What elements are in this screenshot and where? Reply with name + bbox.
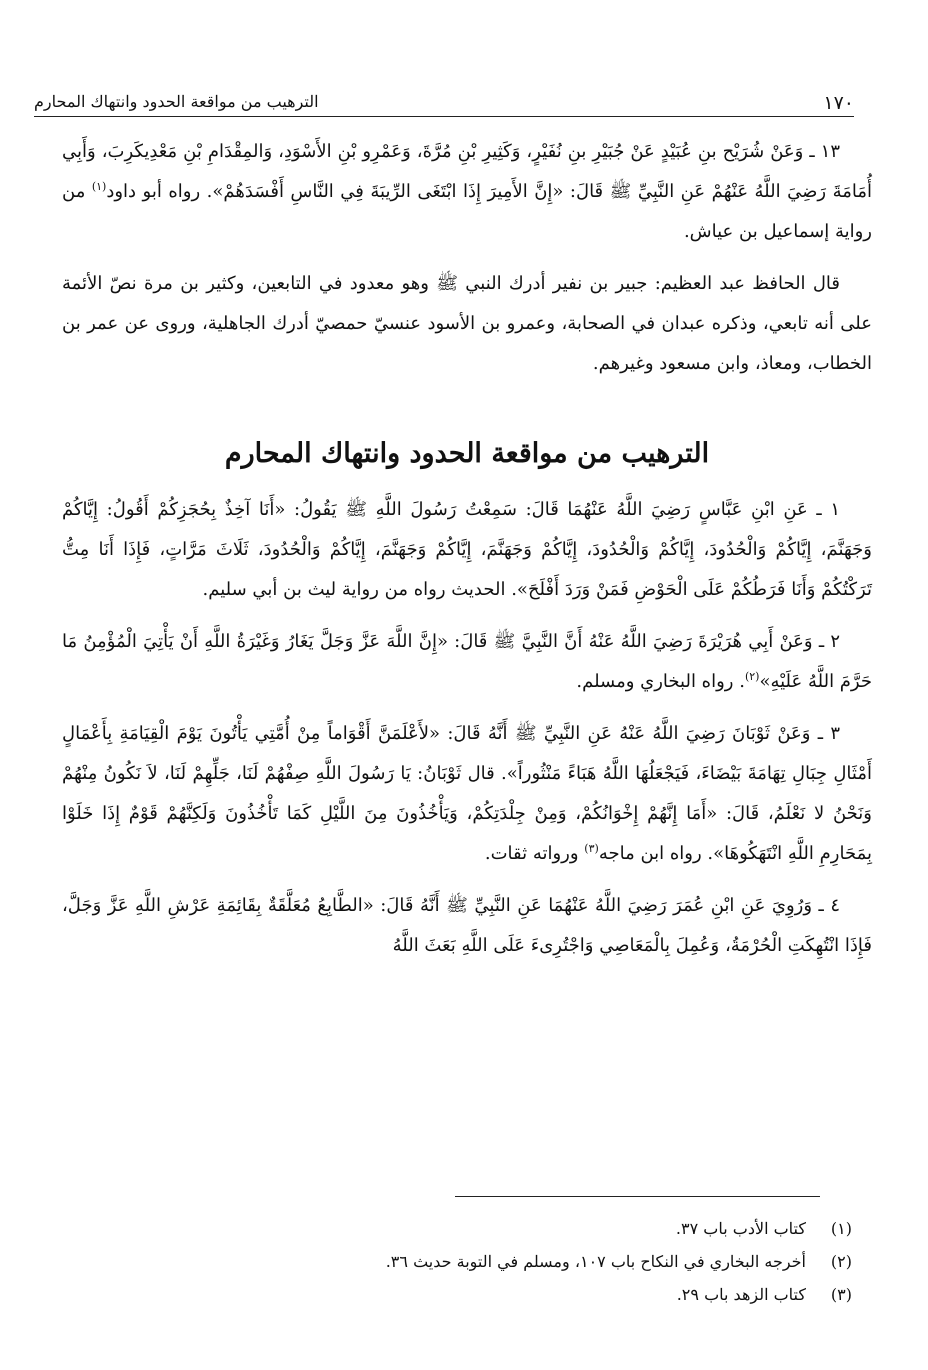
page-number: ١٧٠ [823,92,854,114]
footnote-mark: (١) [830,1219,852,1238]
hadith-1: ١ ـ عَنِ ابْنِ عَبَّاسٍ رَضِيَ اللَّهُ عَنْهُمَا قَالَ: سَمِعْتُ رَسُولَ اللَّهِ ﷺ يَقُولُ: «أَنَا آخِذٌ بِحُجَزِكُمْ أَقُولُ: إِيَّاكُمْ وَجَهَنَّمَ، إِيَّاكُمْ وَالْحُدُودَ، إِيَّاكُمْ وَالْحُدُودَ، إِيَّاكُمْ وَجَهَنَّمَ، إِيَّاكُمْ وَجَهَنَّمَ، إِيَّاكُمْ وَالْحُدُودَ، ثَلَاثَ مَرَّاتٍ، فَإِذَا أَنَا مِتُّ تَرَكْتُكُمْ وَأَنَا فَرَطُكُمْ عَلَى الْحَوْضِ فَمَنْ وَرَدَ أَفْلَحَ». الحديث رواه من رواية ليث بن أبي سليم. [62,499,872,600]
hadith-13 [62,132,872,252]
hadith-2-text: ٢ ـ وَعَنْ أَبِي هُرَيْرَةَ رَضِيَ اللَّهُ عَنْهُ أَنَّ النَّبِيَّ ﷺ قَالَ: «إِنَّ اللَّهَ عَزَّ وَجَلَّ يَغَارُ وَغَيْرَةُ اللَّهِ أَنْ يَأْتِيَ الْمُؤْمِنُ مَا حَرَّمَ اللَّهُ عَلَيْهِ» [62,631,872,692]
hadith-2-tail: . رواه البخاري ومسلم. [576,671,745,692]
footnote-ref-2: (٢) [744,670,760,683]
footnote-ref-3: (٣) [584,842,599,855]
hadith-4: ٤ ـ وَرُوِيَ عَنِ ابْنِ عُمَرَ رَضِيَ اللَّهُ عَنْهُمَا عَنِ النَّبِيِّ ﷺ أَنَّهُ قَالَ: «الطَّابِعُ مُعَلَّقَةٌ بِقَائِمَةِ عَرْشِ اللَّهِ عَزَّ وَجَلَّ، فَإِذَا انْتُهِكَتِ الْحُرْمَةُ، وَعُمِلَ بِالْمَعَاصِي وَاجْتُرِىءَ عَلَى اللَّهِ بَعَثَ اللَّهُ [62,895,872,956]
footnote-text: أخرجه البخاري في النكاح باب ١٠٧، ومسلم في التوبة حديث ٣٦. [385,1252,806,1271]
section-heading: الترهيب من مواقعة الحدود وانتهاك المحارم [224,438,710,469]
footnote-divider [455,1196,820,1197]
footnote-ref-1: (١) [91,180,107,193]
hadith-13-tail: من رواية إسماعيل بن عياش. [62,181,872,242]
footnote-item [62,1278,852,1311]
footnotes [62,1212,852,1311]
footnote-item [62,1212,852,1245]
running-title: الترهيب من مواقعة الحدود وانتهاك المحارم [34,92,319,111]
commentary-paragraph: قال الحافظ عبد العظيم: جبير بن نفير أدرك النبي ﷺ وهو معدود في التابعين، وكثير بن مرة نصّ الأئمة على أنه تابعي، وذكره عبدان في الصحابة، وعمرو بن الأسود عنسيّ حمصيّ أدرك الجاهلية، وروى عن عمر بن الخطاب، ومعاذ، وابن مسعود وغيرهم. [62,273,872,374]
hadith-13-text: ١٣ ـ وَعَنْ شُرَيْح بنِ عُبَيْدٍ عَنْ جُبَيْرِ بنِ نُفَيْرٍ، وَكَثِيرِ بْنِ مُرَّةَ، وَعَمْرِو بْنِ الأَسْوَدِ، وَالمِقْدَامِ بْنِ مَعْدِيكَرِبَ، وَأَبِي أُمَامَةَ رَضِيَ اللَّهُ عَنْهُمْ عَنِ النَّبِيِّ ﷺ قَالَ: «إِنَّ الأَمِيرَ إِذَا ابْتَغَى الرِّيبَةَ فِي النَّاسِ أَفْسَدَهُمْ». رواه أبو داود [62,141,872,202]
main-text [62,132,872,966]
hadith-3-tail: ورواته ثقات. [484,843,585,864]
hadith-3 [62,714,872,874]
hadith-3-text: ٣ ـ وَعَنْ ثَوْبَانَ رَضِيَ اللَّهُ عَنْهُ عَنِ النَّبِيِّ ﷺ أَنَّهُ قَالَ: «لأَعْلَمَنَّ أَقْوَاماً مِنْ أُمَّتِي يَأْتُونَ يَوْمَ الْقِيَامَةِ بِأَعْمَالٍ أَمْثَالِ جِبَالِ تِهَامَةَ بَيْضَاءَ، فَيَجْعَلُهَا اللَّهُ هَبَاءً مَنْثُوراً». قال ثَوْبَانُ: يَا رَسُولَ اللَّهِ صِفْهُمْ لَنَا، جَلِّهِمْ لَنَا، لاَ نَكُونُ مِنْهُمْ وَنَحْنُ لا نَعْلَمُ، قَالَ: «أَمَا إِنَّهُمْ إِخْوَانُكُمْ، وَمِنْ جِلْدَتِكُمْ، وَيَأْخُذُونَ مِنَ اللَّيْلِ كَمَا تَأْخُذُونَ وَلَكِنَّهُمْ قَوْمٌ إِذَا خَلَوْا بِمَحَارِمِ اللَّهِ انْتَهَكُوهَا». رواه ابن ماجه [62,723,872,864]
footnote-text: كتاب الأدب باب ٣٧. [675,1219,806,1238]
footnote-text: كتاب الزهد باب ٢٩. [676,1285,806,1304]
footnote-mark: (٢) [830,1252,852,1271]
footnote-item [62,1245,852,1278]
hadith-2 [62,622,872,702]
footnote-mark: (٣) [830,1285,852,1304]
running-header [34,92,854,117]
